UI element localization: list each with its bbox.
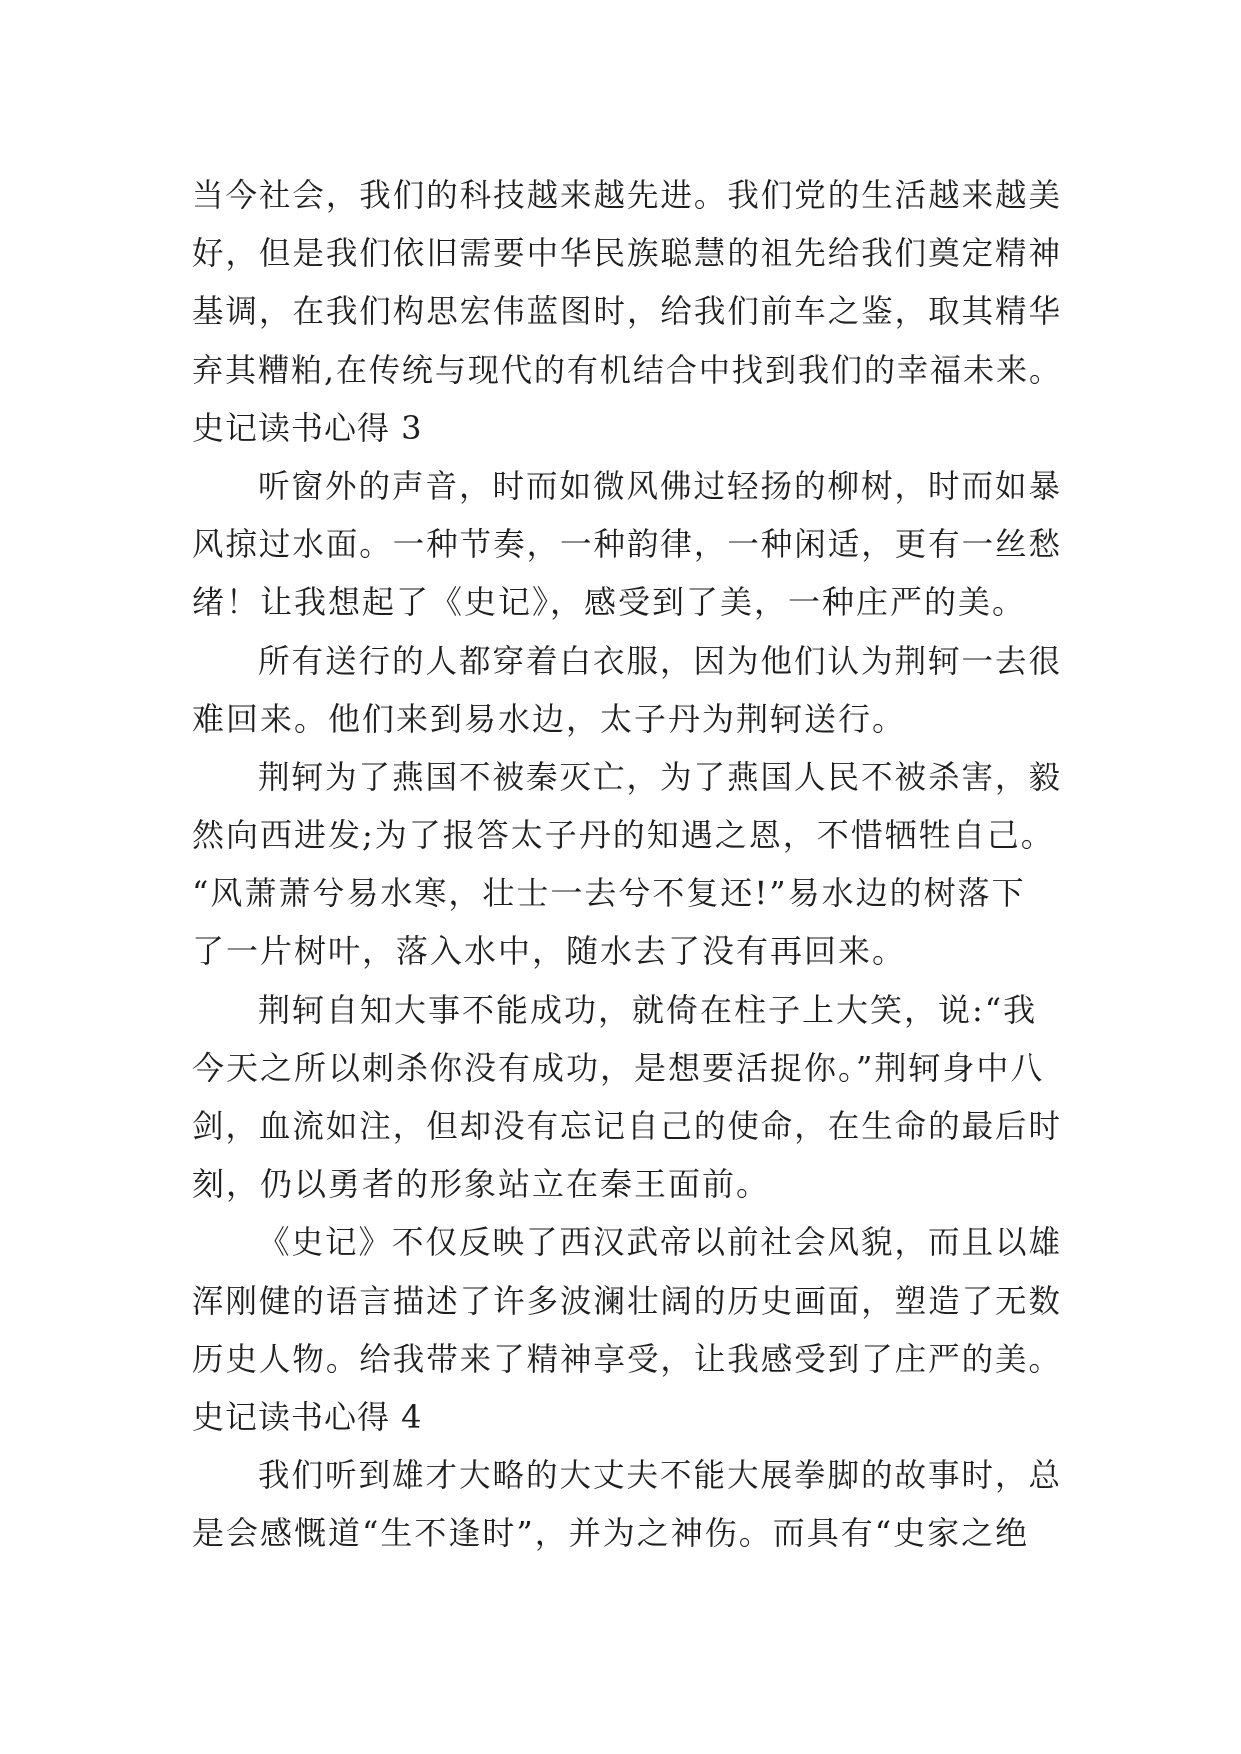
- line-text: 绪！让我想起了《史记》，感受到了美，一种庄严的美。: [192, 583, 1027, 622]
- line-text: 当今社会，我们的科技越来越先进。我们党的生活越来越美: [192, 176, 1062, 214]
- line-text: 荆轲自知大事不能成功，就倚在柱子上大笑，说:“我: [258, 990, 1038, 1029]
- text-line: [192, 341, 1062, 399]
- text-line: [192, 922, 1062, 980]
- text-line: [192, 515, 1062, 573]
- line-text: 历史人物。给我带来了精神享受，让我感受到了庄严的美。: [192, 1339, 1062, 1378]
- text-line: [192, 1039, 1062, 1097]
- text-line: [192, 806, 1062, 864]
- text-line: [192, 864, 1062, 922]
- text-line: [192, 457, 1062, 515]
- line-text: 风掠过水面。一种节奏，一种韵律，一种闲适，更有一丝愁: [192, 525, 1062, 564]
- line-text: 好，但是我们依旧需要中华民族聪慧的祖先给我们奠定精神: [192, 234, 1062, 273]
- text-line: [192, 1504, 1062, 1562]
- line-text: 浑刚健的语言描述了许多波澜壮阔的历史画面，塑造了无数: [192, 1281, 1062, 1320]
- section-heading: [192, 1388, 1062, 1446]
- section-heading: [192, 399, 1062, 457]
- text-line: [192, 224, 1062, 282]
- text-line: [192, 632, 1062, 690]
- text-line: [192, 748, 1062, 806]
- line-text: 《史记》不仅反映了西汉武帝以前社会风貌，而且以雄: [258, 1223, 1063, 1262]
- text-line: [192, 1155, 1062, 1213]
- line-text: 是会感慨道“生不逢时”，并为之神伤。而具有“史家之绝: [192, 1514, 1030, 1553]
- text-line: [192, 573, 1062, 631]
- line-text: 我们听到雄才大略的大丈夫不能大展拳脚的故事时，总: [258, 1456, 1063, 1495]
- text-line: [192, 1213, 1062, 1271]
- text-line: [192, 1097, 1062, 1155]
- line-text: 所有送行的人都穿着白衣服，因为他们认为荆轲一去很: [258, 641, 1063, 680]
- line-text: 基调，在我们构思宏伟蓝图时，给我们前车之鉴，取其精华: [192, 292, 1062, 331]
- document-body: [192, 166, 1062, 1563]
- line-text: 弃其糟粕,在传统与现代的有机结合中找到我们的幸福未来。: [192, 350, 1063, 389]
- line-text: 然向西进发;为了报答太子丹的知遇之恩，不惜牺牲自己。: [192, 816, 1055, 855]
- text-line: [192, 1446, 1062, 1504]
- line-text: 剑，血流如注，但却没有忘记自己的使命，在生命的最后时: [192, 1107, 1062, 1145]
- line-text: 了一片树叶，落入水中，随水去了没有再回来。: [192, 932, 907, 971]
- line-text: 荆轲为了燕国不被秦灭亡，为了燕国人民不被杀害，毅: [258, 757, 1063, 796]
- text-line: [192, 282, 1062, 340]
- line-text: 刻，仍以勇者的形象站立在秦王面前。: [192, 1165, 771, 1204]
- line-text: 今天之所以刺杀你没有成功，是想要活捉你。”荆轲身中八: [192, 1048, 1045, 1087]
- text-line: [192, 981, 1062, 1039]
- text-line: [192, 1272, 1062, 1330]
- line-text: 史记读书心得 4: [192, 1397, 423, 1436]
- line-text: 史记读书心得 3: [192, 408, 423, 447]
- line-text: 难回来。他们来到易水边，太子丹为荆轲送行。: [192, 699, 907, 738]
- text-line: [192, 1330, 1062, 1388]
- line-text: 听窗外的声音，时而如微风佛过轻扬的柳树，时而如暴: [258, 466, 1063, 505]
- text-line: [192, 166, 1062, 224]
- line-text: “风萧萧兮易水寒，壮士一去兮不复还!”易水边的树落下: [192, 874, 1026, 913]
- text-line: [192, 690, 1062, 748]
